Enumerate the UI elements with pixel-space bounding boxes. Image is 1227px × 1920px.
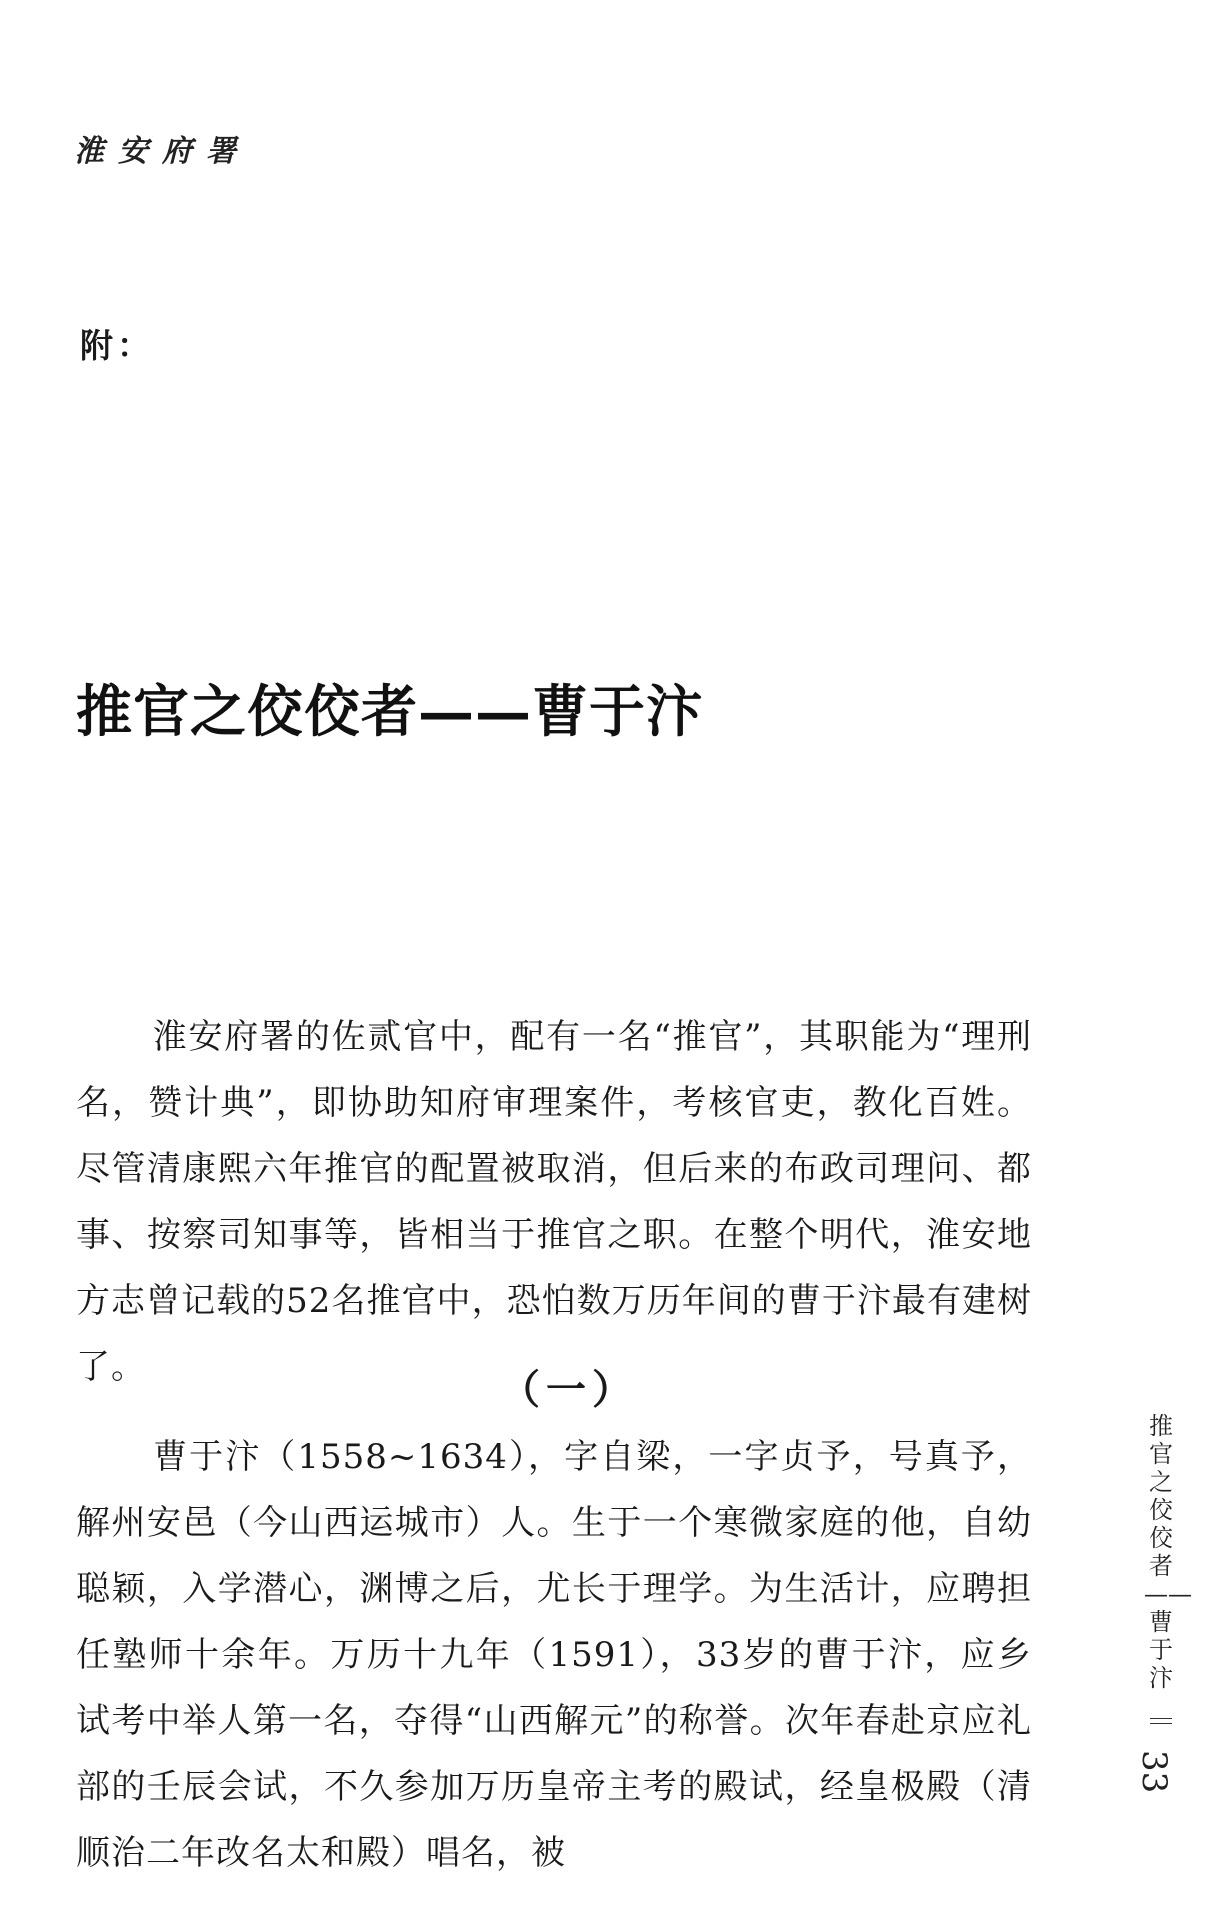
side-running-title: 推官之佼佼者——曹于汴 xyxy=(1144,1412,1192,1692)
section-heading: （一） xyxy=(500,1366,638,1413)
paragraph-intro-text: 淮安府署的佐贰官中，配有一名“推官”，其职能为“理刑名，赞计典”，即协助知府审理案件，考核官吏，教化百姓。尽管清康熙六年推官的配置被取消，但后来的布政司理问、都事、按察司知事等，皆相当于推官之职。在整个明代，淮安地方志曾记载的52名推官中，恐怕数万历年间的曹于汴最有建树了。 xyxy=(76,1017,1032,1387)
appendix-label: 附： xyxy=(80,326,154,365)
running-head: 淮安府署 xyxy=(74,134,250,169)
chapter-title: 推官之佼佼者——曹于汴 xyxy=(76,679,703,745)
page-number: 33 xyxy=(1134,1750,1174,1794)
paragraph-intro xyxy=(76,1004,1032,1400)
side-divider xyxy=(1150,1718,1172,1724)
paragraph-biography xyxy=(76,1424,1032,1886)
paragraph-biography-text: 曹于汴（1558~1634），字自梁，一字贞予，号真予，解州安邑（今山西运城市）人。生于一个寒微家庭的他，自幼聪颖，入学潜心，渊博之后，尤长于理学。为生活计，应聘担任塾师十余年。万历十九年（1591），33岁的曹于汴，应乡试考中举人第一名，夺得“山西解元”的称誉。次年春赴京应礼部的壬辰会试，不久参加万历皇帝主考的殿试，经皇极殿（清顺治二年改名太和殿）唱名，被 xyxy=(76,1437,1032,1873)
